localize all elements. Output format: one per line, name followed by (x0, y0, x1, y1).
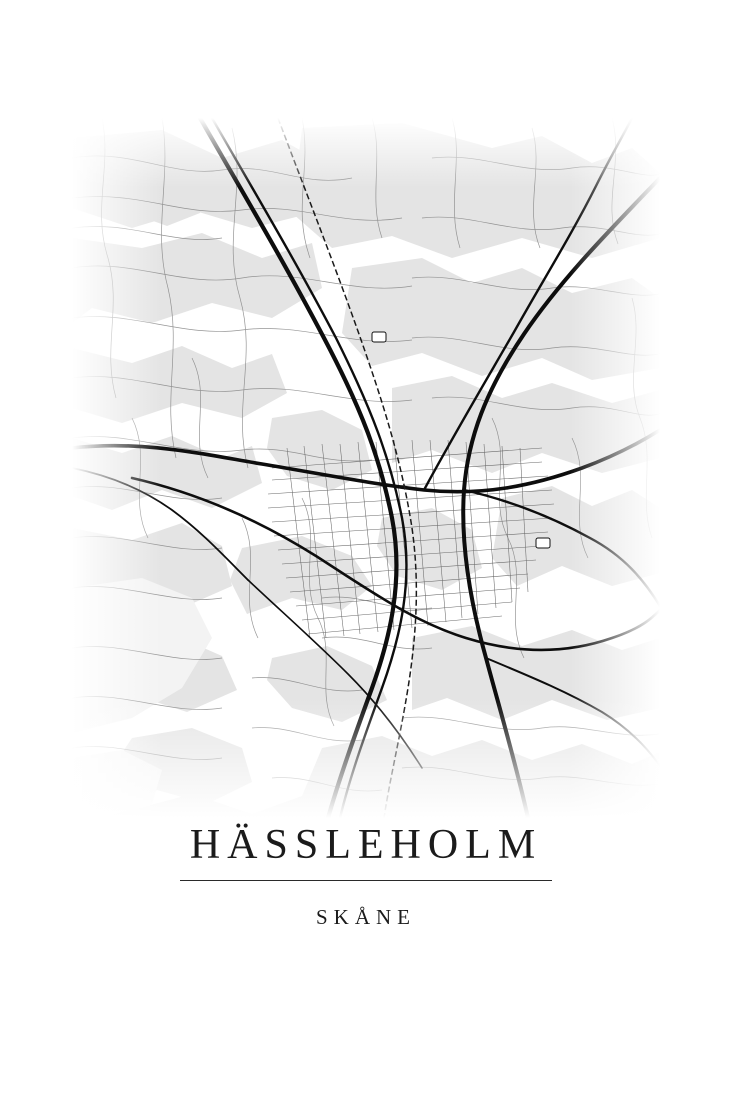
title-divider (180, 880, 552, 881)
city-title: HÄSSLEHOLM (189, 822, 543, 868)
region-subtitle: SKÅNE (315, 905, 416, 929)
map-canvas[interactable] (72, 118, 660, 818)
poster-caption (0, 820, 732, 930)
map-svg (72, 118, 660, 818)
